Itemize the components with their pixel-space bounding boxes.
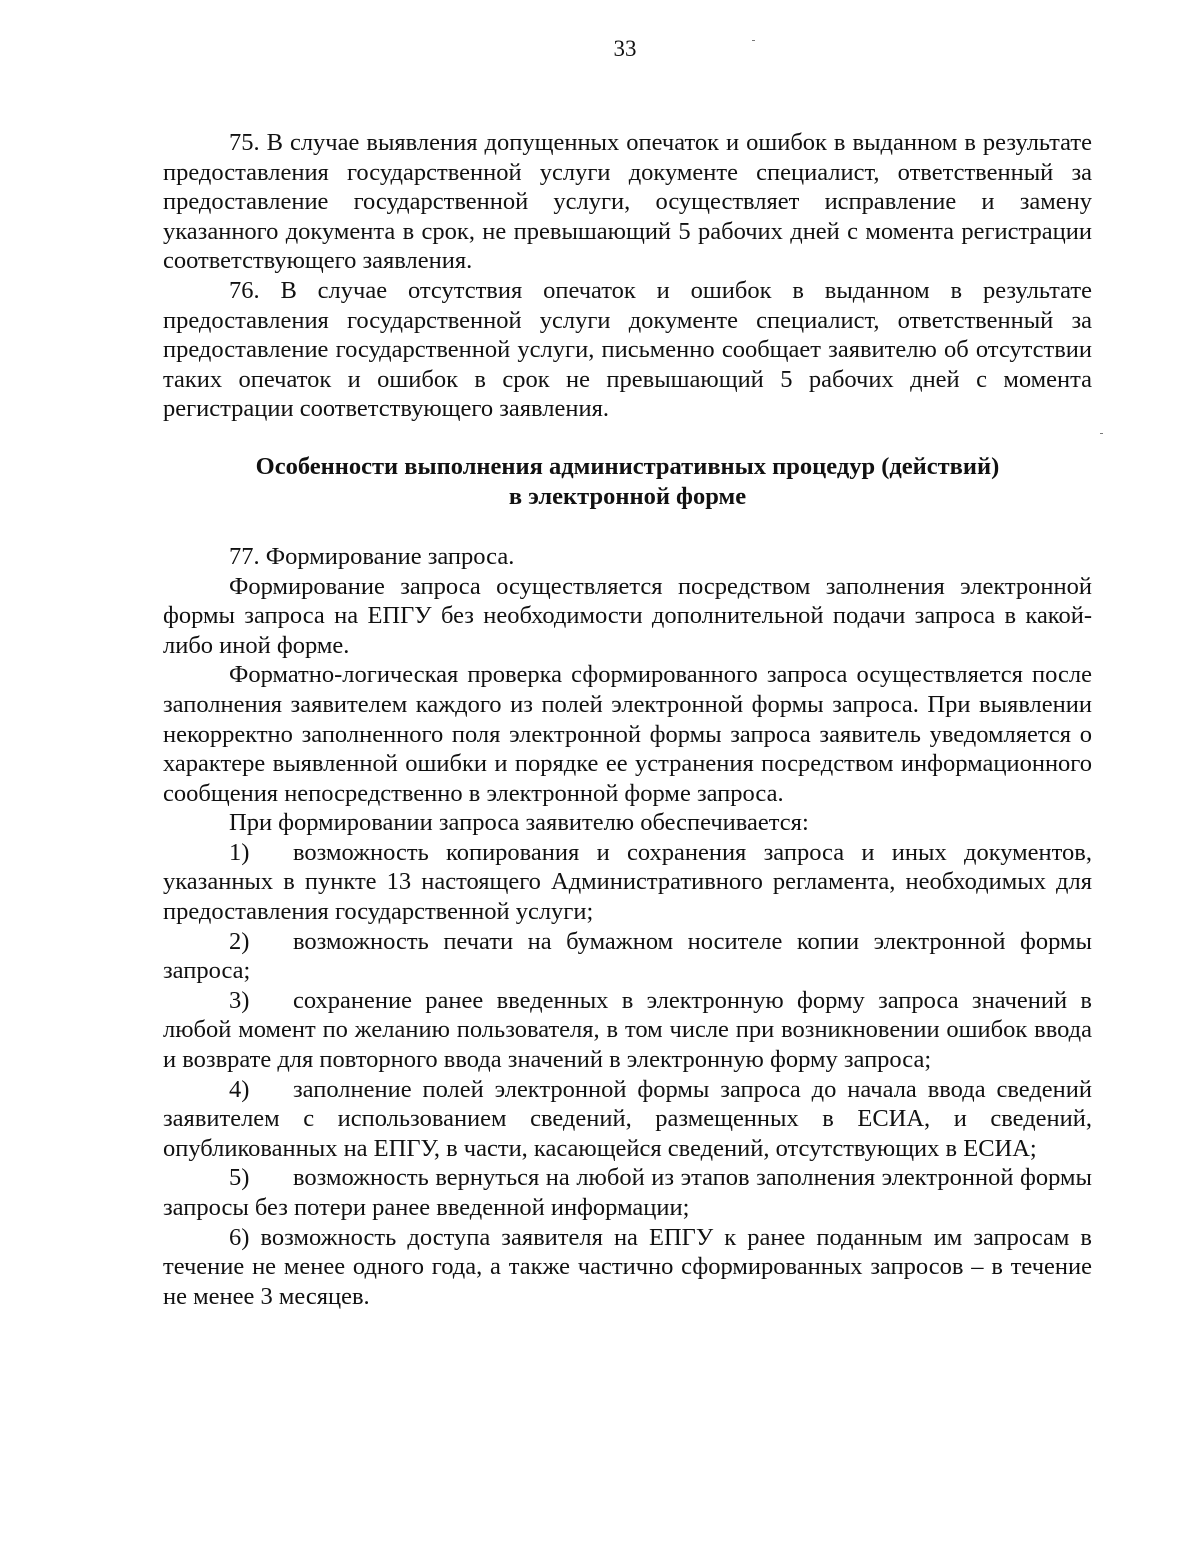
paragraph-77-provisions-intro: При формировании запроса заявителю обеспечивается:: [229, 809, 809, 837]
list-item: [163, 838, 1092, 927]
list-item: [163, 1163, 1092, 1222]
list-item-text: возможность копирования и сохранения запроса и иных документов, указанных в пункте 13 настоящего Административного регламента, необходимых для предоставления государственной услуги;: [163, 838, 1092, 926]
list-item-number: 3): [229, 986, 250, 1014]
list-item-text: возможность печати на бумажном носителе копии электронной формы запроса;: [163, 927, 1092, 985]
scan-speck: [752, 40, 755, 41]
list-item-number: 4): [229, 1075, 250, 1103]
section-heading-line-2: в электронной форме: [508, 482, 747, 510]
list-item: [163, 927, 1092, 986]
list-item: [163, 986, 1092, 1075]
list-item-text: возможность вернуться на любой из этапов заполнения электронной формы запросы без потери ранее введенной информации;: [163, 1164, 1092, 1221]
paragraph-76: 76. В случае отсутствия опечаток и ошибок в выданном в результате предоставления государственной услуги документе специалист, ответственный за предоставление государственной услуги, письменно сообщает заявителю об отсутствии таких опечаток и ошибок в срок не превышающий 5 рабочих дней с момента регистрации соответствующего заявления.: [163, 276, 1092, 423]
list-item-number: 5): [229, 1164, 250, 1192]
list-item-number: 1): [229, 838, 250, 866]
list-item: [163, 1075, 1092, 1164]
list-item-6: 6) возможность доступа заявителя на ЕПГУ к ранее поданным им запросам в течение не менее одного года, а также частично сформированных запросов – в течение не менее 3 месяцев.: [163, 1223, 1092, 1310]
list-item-text: сохранение ранее введенных в электронную форму запроса значений в любой момент по желанию пользователя, в том числе при возникновении ошибок ввода и возврате для повторного ввода значений в электронную форму запроса;: [163, 986, 1092, 1074]
scan-speck: [1100, 433, 1103, 434]
paragraph-77-title: 77. Формирование запроса.: [229, 542, 515, 570]
paragraph-75: 75. В случае выявления допущенных опечаток и ошибок в выданном в результате предоставления государственной услуги документе специалист, ответственный за предоставление государственной услуги, осуществляет исправление и замену указанного документа в срок, не превышающий 5 рабочих дней с момента регистрации соответствующего заявления.: [163, 129, 1092, 275]
section-heading: [163, 452, 1092, 512]
paragraph-77-formation: Формирование запроса осуществляется посредством заполнения электронной формы запроса на ЕПГУ без необходимости дополнительной подачи запроса в какой-либо иной форме.: [163, 572, 1092, 659]
section-heading-line-1: Особенности выполнения административных процедур (действий): [255, 452, 1000, 480]
document-body: [163, 128, 1092, 1311]
list-item-number: 2): [229, 927, 250, 955]
paragraph-77-validation: Форматно-логическая проверка сформированного запроса осуществляется после заполнения заявителем каждого из полей электронной формы запроса. При выявлении некорректно заполненного поля электронной формы запроса заявитель уведомляется о характере выявленной ошибки и порядке ее устранения посредством информационного сообщения непосредственно в электронной форме запроса.: [163, 661, 1092, 807]
list-item-text: заполнение полей электронной формы запроса до начала ввода сведений заявителем с использованием сведений, размещенных в ЕСИА, и сведений, опубликованных на ЕПГУ, в части, касающейся сведений, отсутствующих в ЕСИА;: [163, 1075, 1092, 1162]
page-number: 33: [613, 36, 637, 61]
